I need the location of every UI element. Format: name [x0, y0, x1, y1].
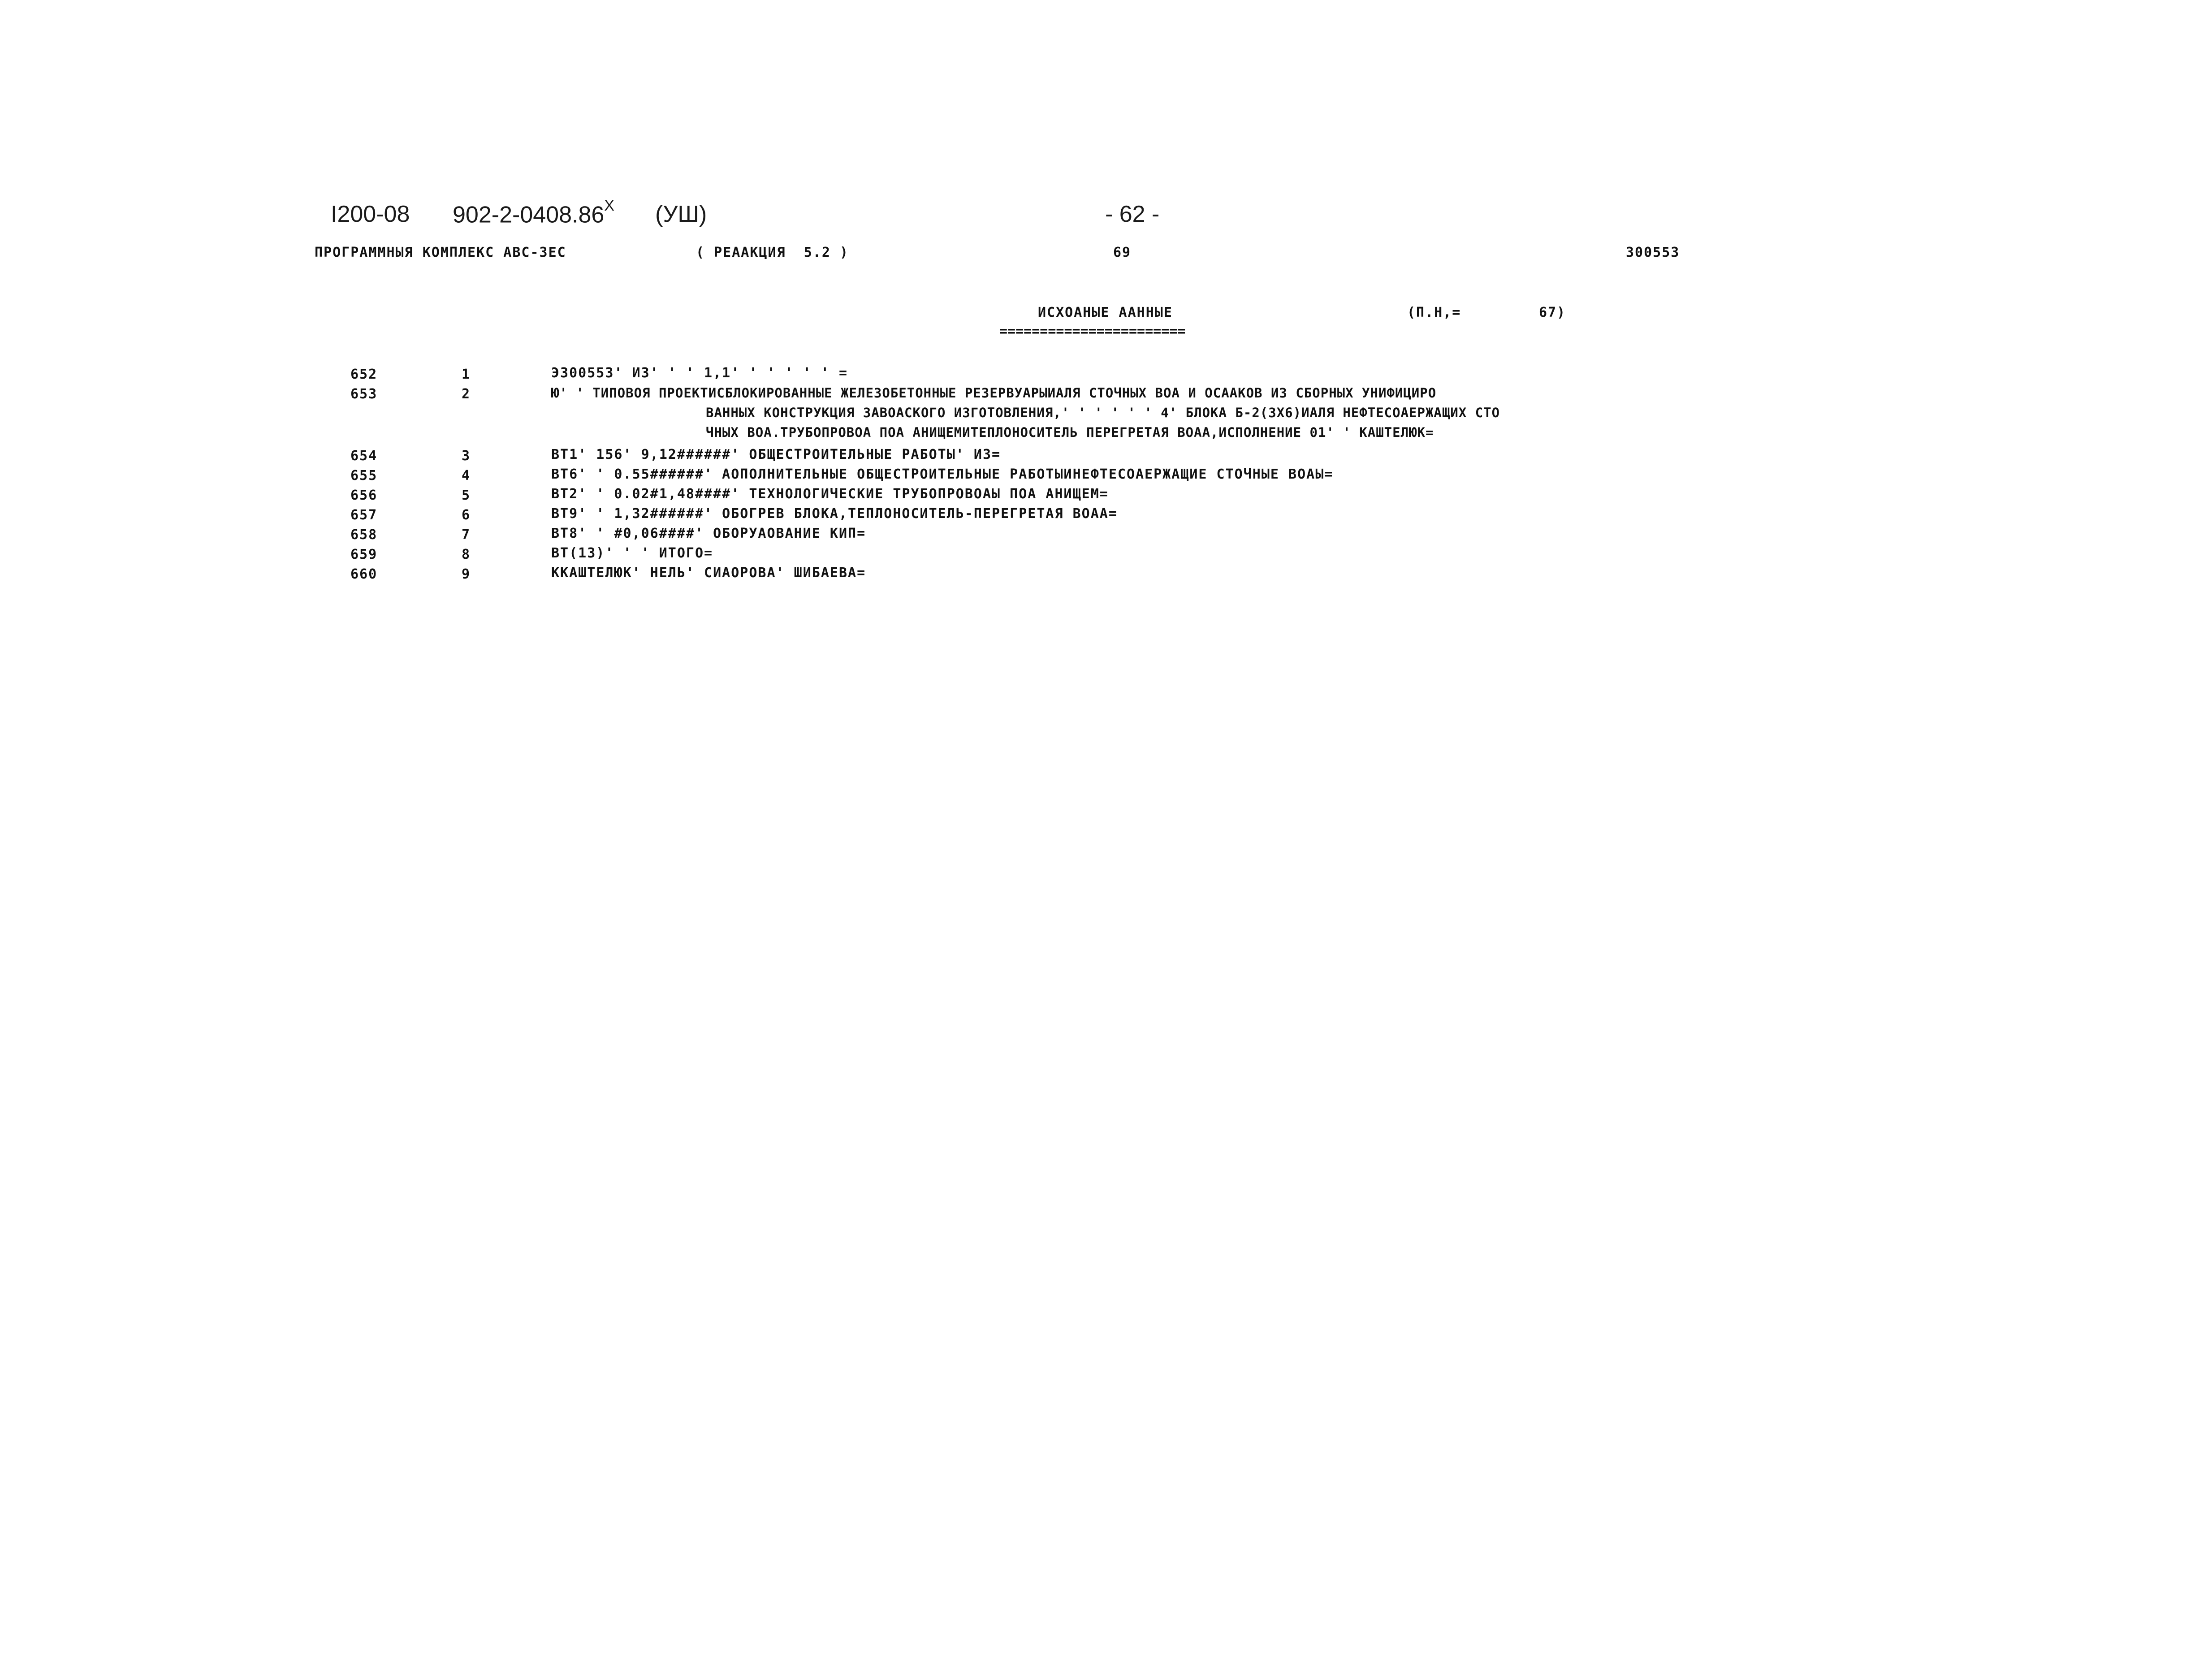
project-number [453, 197, 614, 228]
row-text: ВТ1' 156' 9,12######' ОБЩЕСТРОИТЕЛЬНЫЕ РАБОТЫ' ИЗ= [551, 447, 1001, 462]
header-doc-no: 300553 [1626, 245, 1680, 260]
project-number-text: 902-2-0408.86 [453, 202, 605, 228]
program-name: ПРОГРАММНЫЯ КОМПЛЕКС АВС-ЗЕС [315, 245, 566, 260]
row-line-no: 657 [350, 507, 378, 523]
page-number: - 62 - [1105, 201, 1160, 227]
row-text: Ю' ' ТИПОВОЯ ПРОЕКТИСБЛОКИРОВАННЫЕ ЖЕЛЕЗОБЕТОННЫЕ РЕЗЕРВУАРЫИАЛЯ СТОЧНЫХ ВОА И ОСААКОВ ИЗ СБОРНЫХ УНИФИЦИРО [551, 385, 1437, 401]
row-line-no: 658 [350, 527, 378, 543]
row-seq-no: 1 [462, 367, 471, 382]
row-seq-no: 7 [462, 527, 471, 543]
row-line-no: 653 [350, 386, 378, 402]
row-text: ВТ9' ' 1,32######' ОБОГРЕВ БЛОКА,ТЕПЛОНОСИТЕЛЬ-ПЕРЕГРЕТАЯ ВОАА= [551, 506, 1118, 522]
row-line-no: 660 [350, 566, 378, 582]
row-text: ВТ8' ' #0,06####' ОБОРУАОВАНИЕ КИП= [551, 526, 866, 541]
row-seq-no: 4 [462, 468, 471, 483]
row-seq-no: 3 [462, 448, 471, 464]
section-underline: ======================= [999, 324, 1186, 339]
row-line-no: 656 [350, 488, 378, 503]
row-text: ВТ(13)' ' ' ИТОГО= [551, 545, 713, 561]
row-text: Э300553' ИЗ' ' ' 1,1' ' ' ' ' ' = [551, 365, 848, 381]
section-ref: (П.Н,= [1407, 305, 1461, 320]
row-text-continuation: ВАННЫХ КОНСТРУКЦИЯ ЗАВОАСКОГО ИЗГОТОВЛЕНИЯ,' ' ' ' ' ' 4' БЛОКА Б-2(3Х6)ИАЛЯ НЕФТЕСОАЕРЖАЩИХ СТО [706, 405, 1500, 420]
row-line-no: 652 [350, 367, 378, 382]
row-text-continuation: ЧНЫХ ВОА.ТРУБОПРОВОА ПОА АНИЩЕМИТЕПЛОНОСИТЕЛЬ ПЕРЕГРЕТАЯ ВОАА,ИСПОЛНЕНИЕ 01' ' КАШТЕЛЮК= [706, 425, 1434, 440]
row-line-no: 655 [350, 468, 378, 483]
project-superscript: X [604, 197, 614, 214]
sheet-code: I200-08 [331, 201, 410, 227]
header-page-no: 69 [1113, 245, 1132, 260]
row-line-no: 654 [350, 448, 378, 464]
row-text: ККАШТЕЛЮК' НЕЛЬ' СИАОРОВА' ШИБАЕВА= [551, 565, 866, 581]
row-text: ВТ6' ' 0.55######' АОПОЛНИТЕЛЬНЫЕ ОБЩЕСТРОИТЕЛЬНЫЕ РАБОТЫИНЕФТЕСОАЕРЖАЩИЕ СТОЧНЫЕ ВОАЫ= [551, 466, 1334, 482]
volume-label: (УШ) [655, 201, 707, 227]
row-seq-no: 8 [462, 547, 471, 562]
row-seq-no: 5 [462, 488, 471, 503]
row-seq-no: 2 [462, 386, 471, 402]
section-ref-number: 67) [1539, 305, 1566, 320]
row-seq-no: 6 [462, 507, 471, 523]
row-line-no: 659 [350, 547, 378, 562]
program-edition: ( РЕААКЦИЯ 5.2 ) [696, 245, 849, 260]
row-text: ВТ2' ' 0.02#1,48####' ТЕХНОЛОГИЧЕСКИЕ ТРУБОПРОВОАЫ ПОА АНИЩЕМ= [551, 486, 1109, 502]
section-title: ИСХОАНЫЕ ААННЫЕ [1038, 305, 1173, 320]
row-seq-no: 9 [462, 566, 471, 582]
